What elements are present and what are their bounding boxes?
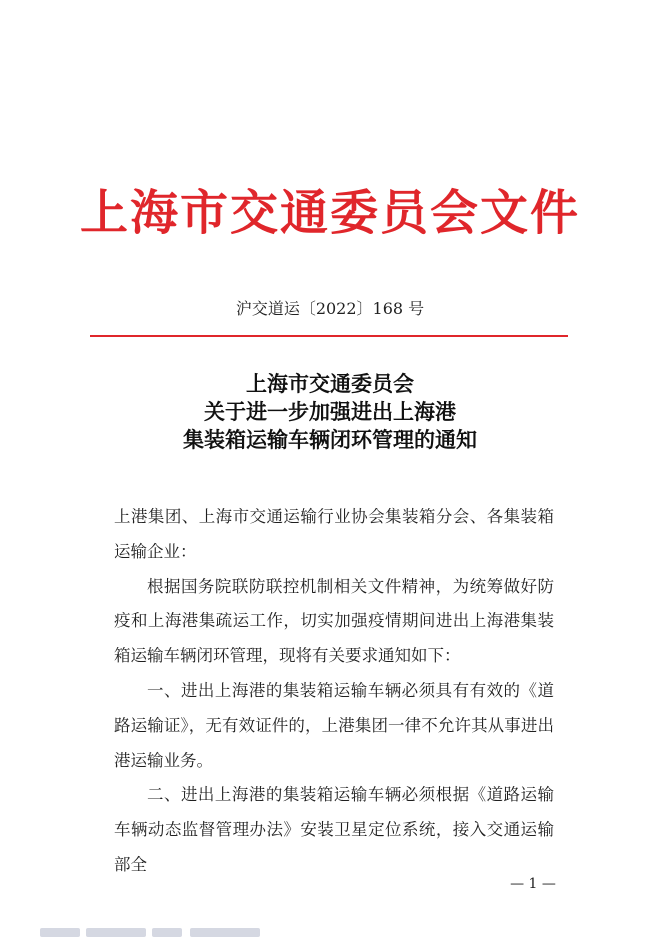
notice-title-line-1: 上海市交通委员会 (246, 371, 414, 396)
notice-title (0, 370, 660, 454)
notice-title-line-3: 集装箱运输车辆闭环管理的通知 (183, 427, 477, 452)
notice-body (114, 500, 554, 883)
requirement-paragraph-2: 二、进出上海港的集装箱运输车辆必须根据《道路运输车辆动态监督管理办法》安装卫星定位系统，接入交通运输部全 (114, 785, 554, 874)
red-divider-line (90, 335, 568, 337)
requirement-paragraph-1: 一、进出上海港的集装箱运输车辆必须具有有效的《道路运输证》，无有效证件的，上港集团一律不允许其从事进出港运输业务。 (114, 680, 554, 770)
document-header-title: 上海市交通委员会文件 (79, 185, 580, 241)
scan-artifact (40, 928, 340, 938)
addressee-paragraph: 上港集团、上海市交通运输行业协会集装箱分会、各集装箱运输企业： (114, 507, 554, 561)
notice-title-line-2: 关于进一步加强进出上海港 (204, 399, 456, 424)
page-number: — 1 — (510, 876, 556, 892)
document-number: 沪交道运〔2022〕168 号 (235, 299, 425, 318)
intro-paragraph: 根据国务院联防联控机制相关文件精神，为统筹做好防疫和上海港集疏运工作，切实加强疫情期间进出上海港集装箱运输车辆闭环管理，现将有关要求通知如下： (114, 576, 554, 666)
